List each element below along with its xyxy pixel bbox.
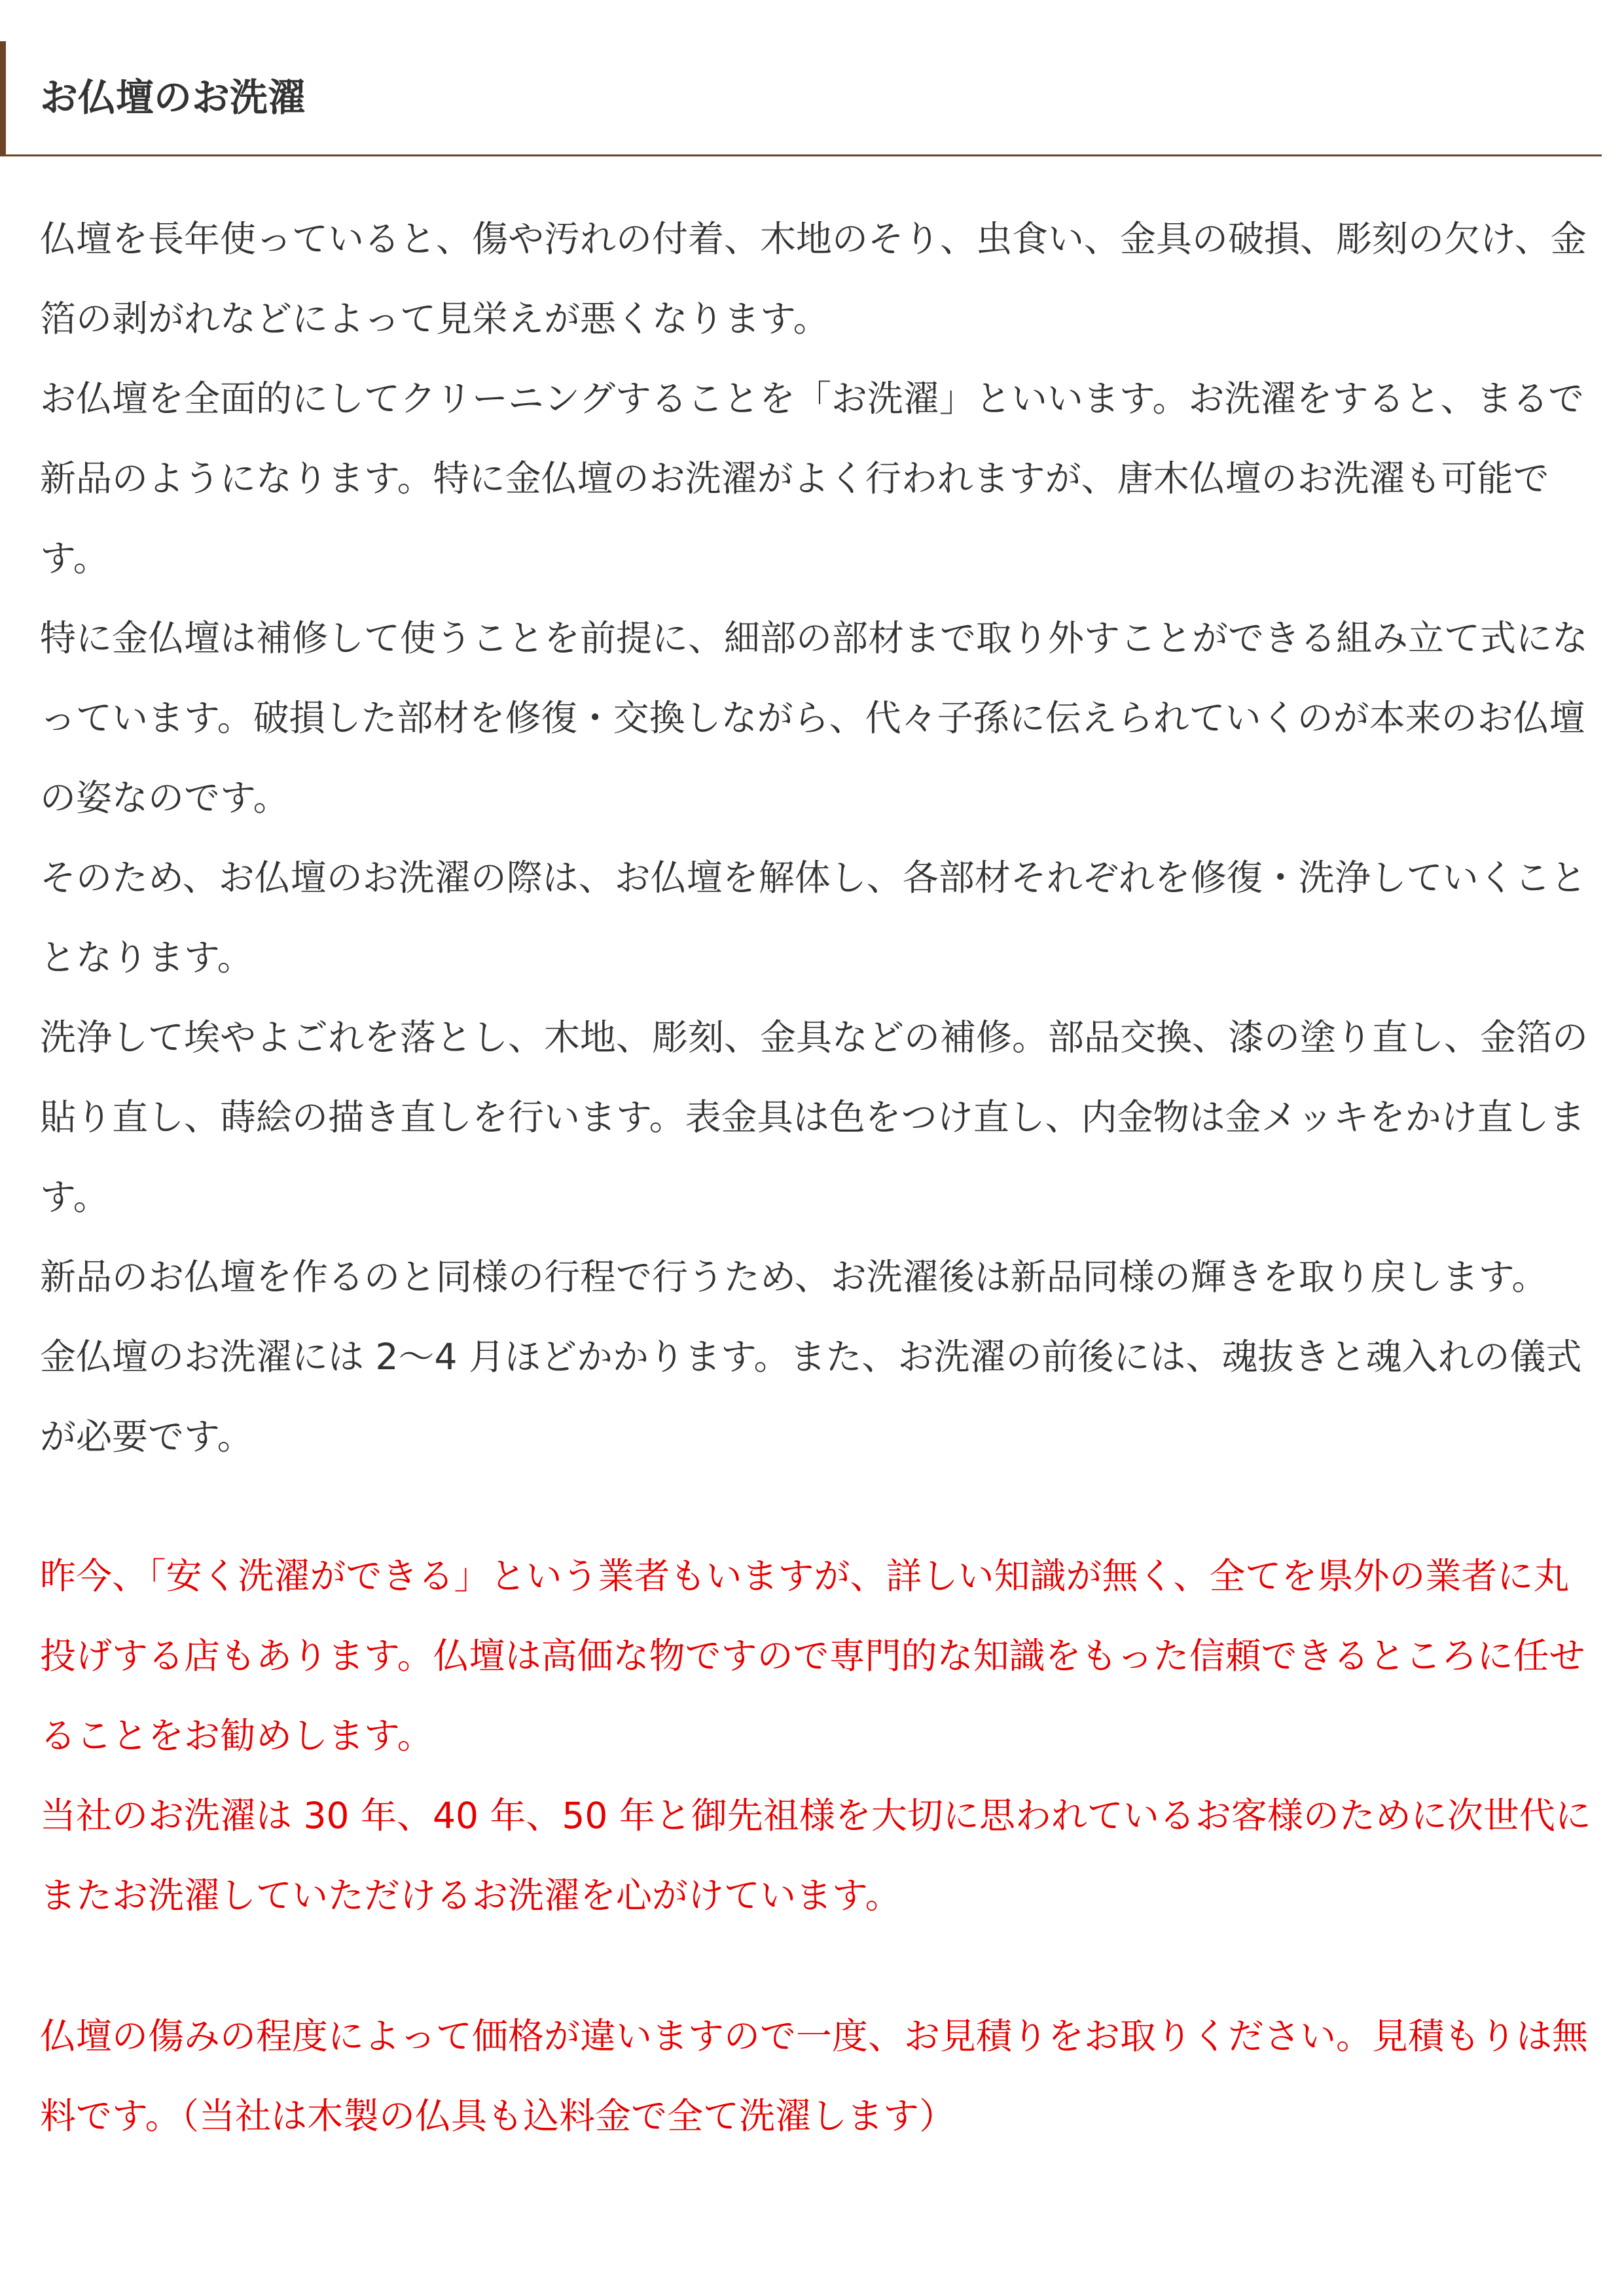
body-paragraph: お仏壇を全面的にしてクリーニングすることを「お洗濯」といいます。お洗濯をすると、まるで新品のようになります。特に金仏壇のお洗濯がよく行われますが、唐木仏壇のお洗濯も可能です。 (40, 378, 1584, 579)
body-paragraph: 金仏壇のお洗濯には 2～4 月ほどかかります。また、お洗濯の前後には、魂抜きと魂入れの儀式が必要です。 (40, 1336, 1582, 1458)
body-paragraph: 仏壇を長年使っていると、傷や汚れの付着、木地のそり、虫食い、金具の破損、彫刻の欠け、金箔の剥がれなどによって見栄えが悪くなります。 (40, 218, 1587, 340)
notice-paragraph: 昨今、「安く洗濯ができる」という業者もいますが、詳しい知識が無く、全てを県外の業者に丸投げする店もあります。仏壇は高価な物ですので専門的な知識をもった信頼できるところに任せることをお勧めします。 (40, 1555, 1585, 1757)
body-paragraph: 洗浄して埃やよごれを落とし、木地、彫刻、金具などの補修。部品交換、漆の塗り直し、金箔の貼り直し、蒔絵の描き直しを行います。表金具は色をつけ直し、内金物は金メッキをかけ直します。 (40, 1016, 1589, 1218)
article-body (40, 199, 1598, 2156)
estimate-block (40, 1996, 1598, 2156)
description-block (40, 199, 1598, 1477)
body-paragraph: 新品のお仏壇を作るのと同様の行程で行うため、お洗濯後は新品同様の輝きを取り戻します。 (40, 1256, 1548, 1298)
section-heading: お仏壇のお洗濯 (0, 41, 1602, 156)
body-paragraph: 特に金仏壇は補修して使うことを前提に、細部の部材まで取り外すことができる組み立て式になっています。破損した部材を修復・交換しながら、代々子孫に伝えられていくのが本来のお仏壇の姿なのです。 (40, 617, 1589, 819)
notice-block (40, 1536, 1598, 1935)
body-paragraph: そのため、お仏壇のお洗濯の際は、お仏壇を解体し、各部材それぞれを修復・洗浄していくこととなります。 (40, 857, 1587, 978)
estimate-paragraph: 仏壇の傷みの程度によって価格が違いますので一度、お見積りをお取りください。見積もりは無料です。（当社は木製の仏具も込料金で全て洗濯します） (40, 2015, 1589, 2137)
notice-paragraph: 当社のお洗濯は 30 年、40 年、50 年と御先祖様を大切に思われているお客様のために次世代にまたお洗濯していただけるお洗濯を心がけています。 (40, 1795, 1591, 1916)
